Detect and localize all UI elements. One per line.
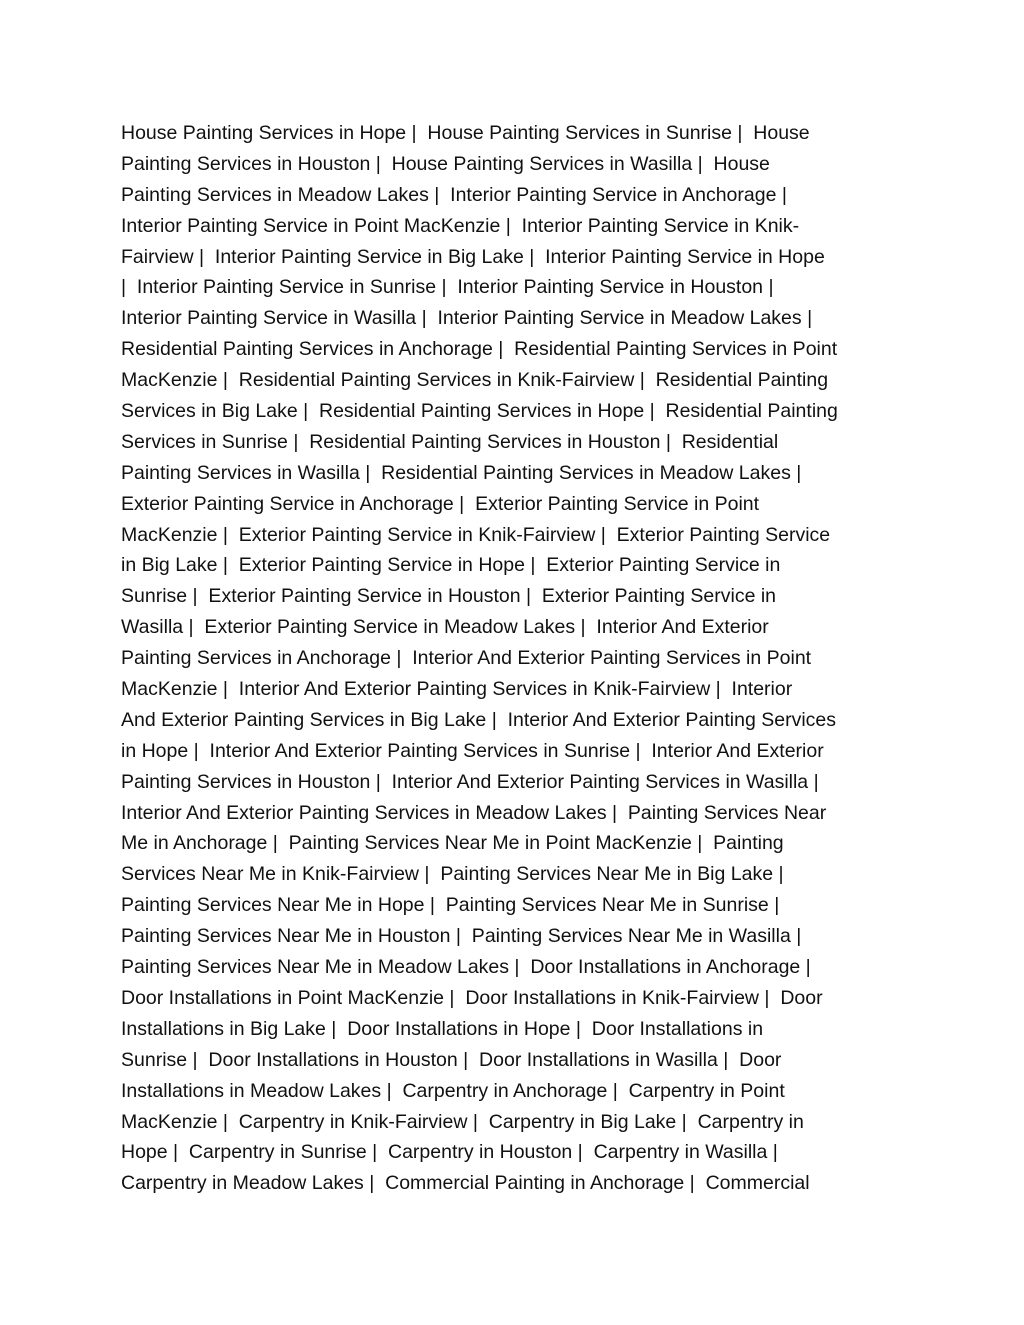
text-line: Exterior Painting Service in Anchorage | Exterior Painting Service in Point: [121, 492, 760, 515]
text-line: Painting Services in Meadow Lakes | Interior Painting Service in Anchorage |: [121, 183, 787, 206]
text-line: MacKenzie | Residential Painting Services in Knik-Fairview | Residential Painting: [121, 369, 829, 392]
text-line: Services in Sunrise | Residential Painting Services in Houston | Residential: [121, 430, 779, 453]
text-line: Sunrise | Exterior Painting Service in Houston | Exterior Painting Service in: [121, 585, 777, 608]
text-line: Interior Painting Service in Point MacKenzie | Interior Painting Service in Knik-: [121, 214, 800, 237]
text-line: Wasilla | Exterior Painting Service in Meadow Lakes | Interior And Exterior: [121, 616, 769, 639]
text-line: Door Installations in Point MacKenzie | Door Installations in Knik-Fairview | Door: [121, 986, 823, 1009]
text-line: Fairview | Interior Painting Service in Big Lake | Interior Painting Service in Hope: [121, 245, 825, 268]
text-line: Carpentry in Meadow Lakes | Commercial Painting in Anchorage | Commercial: [121, 1172, 810, 1195]
text-line: Services in Big Lake | Residential Painting Services in Hope | Residential Painting: [121, 400, 838, 423]
text-line: House Painting Services in Hope | House Painting Services in Sunrise | House: [121, 122, 810, 144]
text-line: Hope | Carpentry in Sunrise | Carpentry in Houston | Carpentry in Wasilla |: [121, 1141, 778, 1164]
text-line: MacKenzie | Exterior Painting Service in Knik-Fairview | Exterior Painting Service: [121, 523, 831, 546]
text-line: Installations in Big Lake | Door Installations in Hope | Door Installations in: [121, 1017, 764, 1040]
body-text: [121, 118, 911, 1199]
text-line: MacKenzie | Interior And Exterior Painting Services in Knik-Fairview | Interior: [121, 678, 793, 701]
text-line: Services Near Me in Knik-Fairview | Painting Services Near Me in Big Lake |: [121, 863, 784, 886]
text-line: Painting Services in Houston | Interior And Exterior Painting Services in Wasilla |: [121, 770, 819, 793]
text-line: And Exterior Painting Services in Big Lake | Interior And Exterior Painting Services: [121, 708, 836, 731]
text-line: Interior Painting Service in Wasilla | Interior Painting Service in Meadow Lakes |: [121, 307, 813, 330]
text-line: Interior And Exterior Painting Services in Meadow Lakes | Painting Services Near: [121, 801, 827, 824]
text-line: Residential Painting Services in Anchorage | Residential Painting Services in Point: [121, 338, 838, 361]
text-line: Painting Services in Anchorage | Interior And Exterior Painting Services in Point: [121, 647, 812, 670]
text-line: Painting Services in Wasilla | Residential Painting Services in Meadow Lakes |: [121, 461, 802, 484]
text-line: Painting Services Near Me in Houston | Painting Services Near Me in Wasilla |: [121, 925, 802, 948]
text-line: MacKenzie | Carpentry in Knik-Fairview | Carpentry in Big Lake | Carpentry in: [121, 1110, 804, 1133]
text-line: in Hope | Interior And Exterior Painting Services in Sunrise | Interior And Exterior: [121, 739, 824, 762]
text-line: Painting Services in Houston | House Painting Services in Wasilla | House: [121, 152, 770, 175]
text-line: Me in Anchorage | Painting Services Near Me in Point MacKenzie | Painting: [121, 832, 784, 855]
text-line: Installations in Meadow Lakes | Carpentry in Anchorage | Carpentry in Point: [121, 1079, 785, 1102]
text-line: Painting Services Near Me in Hope | Painting Services Near Me in Sunrise |: [121, 894, 780, 917]
text-line: | Interior Painting Service in Sunrise | Interior Painting Service in Houston |: [121, 276, 774, 299]
text-line: Painting Services Near Me in Meadow Lakes | Door Installations in Anchorage |: [121, 956, 811, 979]
text-line: in Big Lake | Exterior Painting Service in Hope | Exterior Painting Service in: [121, 554, 781, 577]
text-line: Sunrise | Door Installations in Houston | Door Installations in Wasilla | Door: [121, 1048, 782, 1071]
